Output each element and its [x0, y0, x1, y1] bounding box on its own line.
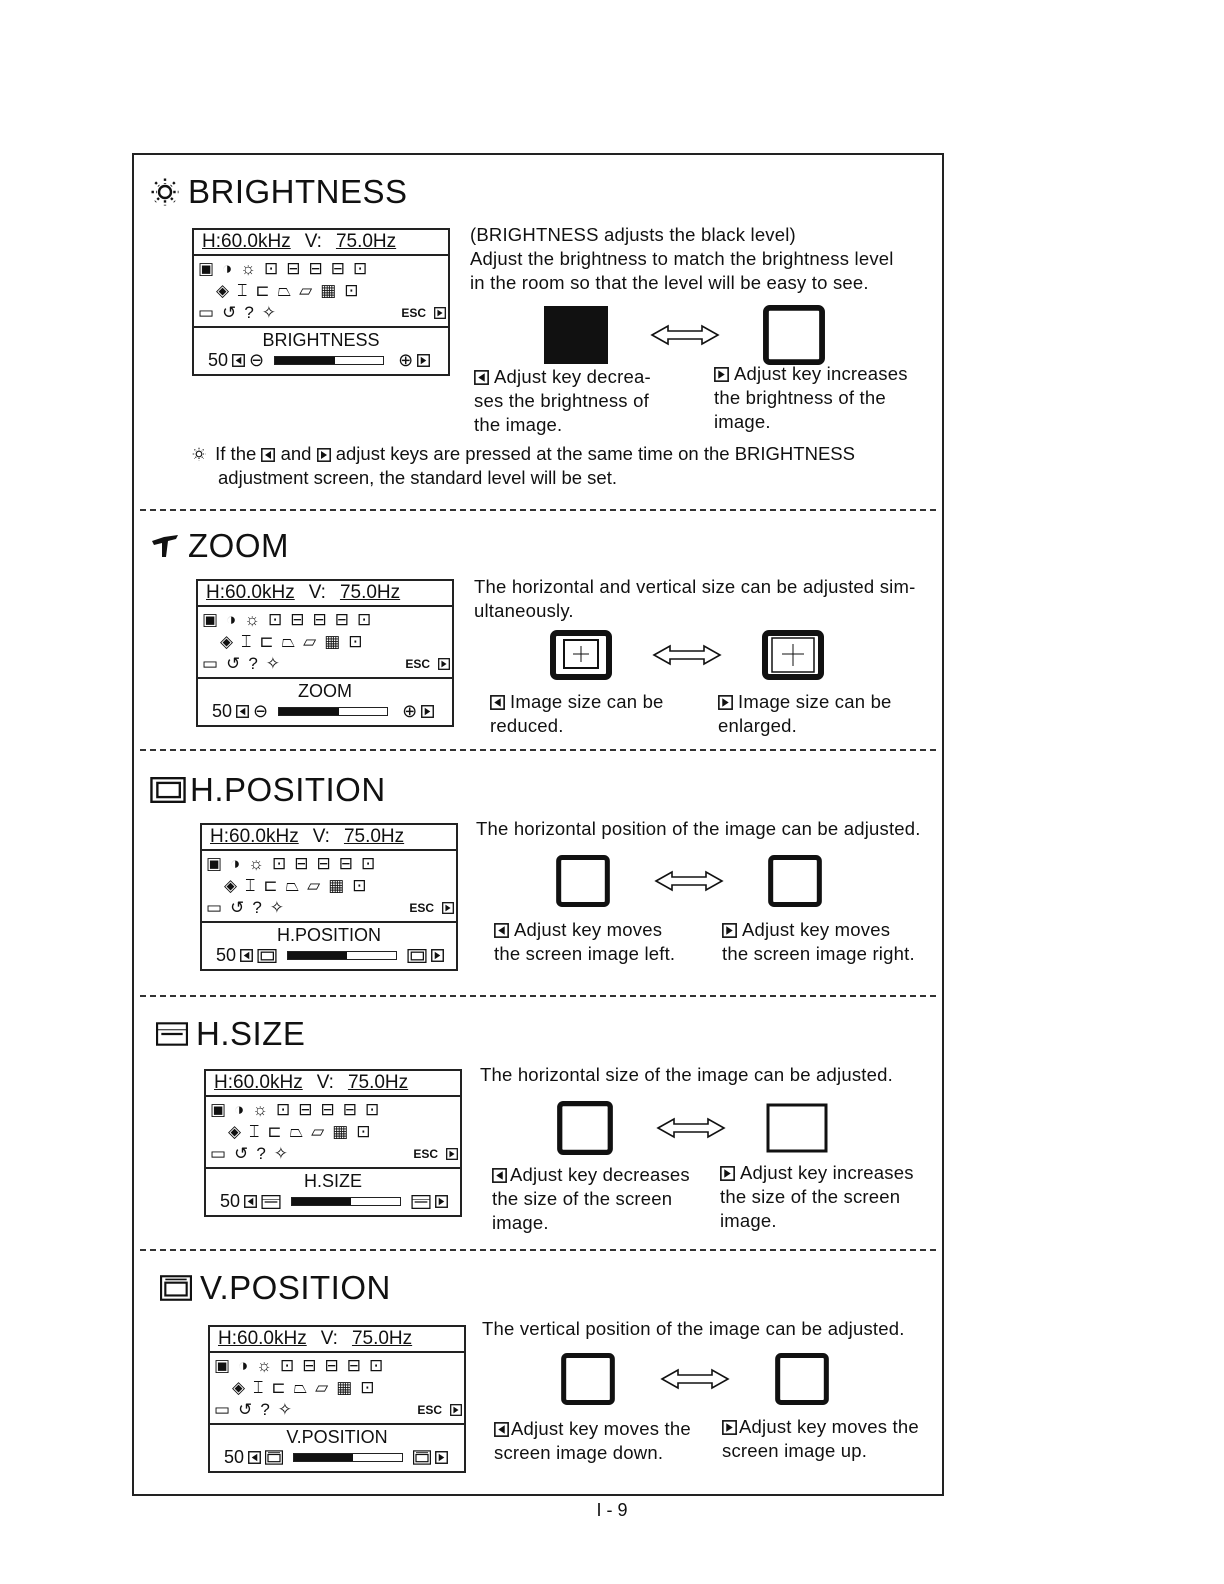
- zoom-icon: ⊡: [271, 854, 287, 873]
- screen-left-icon: [552, 855, 614, 907]
- contrast-icon: ◑: [238, 1356, 249, 1375]
- help-icon: ?: [252, 898, 262, 917]
- trapezoid-icon: ⊏: [263, 876, 278, 895]
- level-fill: [292, 1198, 351, 1205]
- section-description: [482, 1317, 942, 1341]
- two-way-arrow-icon: [660, 1367, 730, 1391]
- osd-panel: [192, 228, 450, 376]
- h-size-icon: ⊟: [316, 854, 331, 873]
- osd-item-label: ZOOM: [298, 681, 352, 701]
- size-reset-icon: ⊡: [348, 632, 363, 651]
- description-line: Adjust key moves the: [739, 1416, 919, 1437]
- exit-key-icon: [438, 658, 450, 670]
- recall-icon: ↺: [222, 303, 237, 322]
- osd-h-frequency: H:60.0kHz: [210, 826, 299, 847]
- contrast-icon: ◑: [230, 854, 241, 873]
- v-position-icon: [265, 1450, 283, 1465]
- contrast-icon: ◑: [222, 259, 233, 278]
- narrow-screen-icon: [554, 1101, 616, 1155]
- reduced-image-icon: [550, 630, 612, 680]
- plus-icon: ⊕: [398, 350, 414, 370]
- section-description: [476, 817, 946, 841]
- osd-icon-grid: [202, 609, 450, 679]
- exit-icon: ▣: [206, 854, 223, 873]
- section-title-zoom: [150, 527, 289, 565]
- h-position-icon: ⊟: [298, 1100, 313, 1119]
- section-title-v-position: [150, 1269, 391, 1307]
- increase-key-description: [714, 362, 944, 434]
- screen-up-icon: [770, 1353, 834, 1405]
- left-key-icon: [261, 448, 275, 462]
- degauss-icon: ▭: [210, 1144, 227, 1163]
- color-icon: ✧: [265, 654, 281, 673]
- parallelogram-icon: ⏢: [277, 281, 292, 300]
- exit-key-icon: [434, 307, 446, 319]
- level-fill: [279, 708, 338, 715]
- section-title-text: H.POSITION: [190, 771, 386, 808]
- recall-icon: ↺: [238, 1400, 253, 1419]
- rotation-icon: ◈: [224, 876, 238, 895]
- color-icon: ✧: [269, 898, 285, 917]
- size-reset-icon: ⊡: [360, 1378, 375, 1397]
- description-line: Adjust key increases: [740, 1162, 914, 1183]
- v-position-icon: ⊟: [342, 1100, 357, 1119]
- description-line: Adjust key increases: [734, 363, 908, 384]
- section-divider: [140, 509, 936, 511]
- osd-bar-row: [194, 350, 448, 371]
- section-title-text: H.SIZE: [196, 1015, 306, 1052]
- osd-h-frequency: H:60.0kHz: [206, 582, 295, 603]
- increase-key-description: [722, 918, 942, 966]
- left-key-icon: [494, 1422, 509, 1437]
- h-size-icon: [411, 1195, 431, 1209]
- section-description: [474, 575, 944, 623]
- v-position-icon: ⊟: [338, 854, 353, 873]
- color-icon: ✧: [273, 1144, 289, 1163]
- description-line: (BRIGHTNESS adjusts the black level): [470, 224, 796, 245]
- pincushion-icon: ⌶: [249, 1122, 260, 1141]
- screen-down-icon: [556, 1353, 620, 1405]
- page-number: I - 9: [596, 1500, 628, 1520]
- h-position-icon: ⊟: [302, 1356, 317, 1375]
- brightness-demo: [544, 305, 826, 365]
- description-line: image.: [720, 1210, 777, 1231]
- parallelogram-icon: ⏢: [285, 876, 300, 895]
- osd-value: 50: [220, 1191, 241, 1211]
- right-key-icon: [421, 705, 434, 718]
- right-key-icon: [435, 1451, 448, 1464]
- recall-icon: ↺: [226, 654, 241, 673]
- description-line: enlarged.: [718, 715, 797, 736]
- osd-value: 50: [216, 945, 237, 965]
- color-icon: ✧: [277, 1400, 293, 1419]
- description-line: The horizontal and vertical size can be adjusted sim-: [474, 576, 916, 597]
- note-text: and: [280, 443, 312, 464]
- exit-icon: ▣: [214, 1356, 231, 1375]
- brightness-icon: ☼: [248, 854, 264, 873]
- osd-adjust-panel: [198, 677, 452, 725]
- size-reset-icon: ⊡: [352, 876, 367, 895]
- tilt-icon: ▱: [299, 281, 313, 300]
- degauss-icon: ▭: [202, 654, 219, 673]
- two-way-arrow-icon: [654, 869, 724, 893]
- decrease-key-description: [474, 365, 694, 437]
- osd-value: 50: [224, 1447, 245, 1467]
- osd-frequency: [210, 1327, 464, 1353]
- zoom-icon: ⊡: [263, 259, 279, 278]
- description-line: the screen image left.: [494, 943, 676, 964]
- two-way-arrow-icon: [652, 643, 722, 667]
- osd-item-label: BRIGHTNESS: [262, 330, 380, 350]
- page-frame: [132, 153, 944, 1496]
- osd-v-frequency: 75.0Hz: [339, 582, 401, 603]
- h-position-icon: [257, 949, 277, 963]
- tilt-icon: ▱: [307, 876, 321, 895]
- left-key-icon: [474, 370, 489, 385]
- description-line: Adjust the brightness to match the brightness level: [470, 248, 894, 269]
- description-line: Adjust key moves: [742, 919, 891, 940]
- description-line: Image size can be: [510, 691, 664, 712]
- contrast-icon: ◑: [226, 610, 237, 629]
- left-key-icon: [240, 949, 253, 962]
- left-key-icon: [236, 705, 249, 718]
- esc-icon: ESC: [405, 657, 430, 671]
- osd-v-label: V:: [308, 582, 326, 603]
- section-divider: [140, 995, 936, 997]
- section-description: [480, 1063, 940, 1087]
- description-line: The vertical position of the image can be adjusted.: [482, 1318, 905, 1339]
- brightness-icon: ☼: [252, 1100, 268, 1119]
- note-text: If the: [215, 443, 257, 464]
- contrast-icon: ◑: [234, 1100, 245, 1119]
- osd-v-label: V:: [304, 231, 322, 252]
- exit-icon: ▣: [198, 259, 215, 278]
- moire-icon: ▦: [332, 1122, 349, 1141]
- level-fill: [288, 952, 347, 959]
- left-key-icon: [494, 923, 509, 938]
- pincushion-icon: ⌶: [253, 1378, 264, 1397]
- section-h-size: [134, 1001, 942, 1249]
- rotation-icon: ◈: [228, 1122, 242, 1141]
- osd-bar-row: [206, 1191, 460, 1212]
- color-icon: ✧: [261, 303, 277, 322]
- v-size-icon: ⊡: [364, 1100, 380, 1119]
- osd-frequency: [202, 825, 456, 851]
- zoom-demo: [550, 630, 824, 680]
- rotation-icon: ◈: [232, 1378, 246, 1397]
- exit-key-icon: [446, 1148, 458, 1160]
- osd-adjust-panel: [202, 921, 456, 969]
- osd-panel: [208, 1325, 466, 1473]
- osd-panel: [196, 579, 454, 727]
- level-bar: [293, 1453, 403, 1462]
- h-position-icon: ⊟: [294, 854, 309, 873]
- description-line: The horizontal size of the image can be adjusted.: [480, 1064, 893, 1085]
- v-position-icon: [413, 1450, 431, 1465]
- v-position-icon: ⊟: [346, 1356, 361, 1375]
- description-line: in the room so that the level will be easy to see.: [470, 272, 869, 293]
- right-key-icon: [720, 1166, 735, 1181]
- exit-icon: ▣: [202, 610, 219, 629]
- description-line: image.: [714, 411, 771, 432]
- dark-screen-icon: [544, 306, 608, 364]
- h-position-icon: ⊟: [286, 259, 301, 278]
- osd-h-frequency: H:60.0kHz: [218, 1328, 307, 1349]
- level-fill: [294, 1454, 353, 1461]
- osd-h-frequency: H:60.0kHz: [202, 231, 291, 252]
- trapezoid-icon: ⊏: [271, 1378, 286, 1397]
- description-line: the screen image right.: [722, 943, 915, 964]
- trapezoid-icon: ⊏: [267, 1122, 282, 1141]
- screen-right-icon: [764, 855, 826, 907]
- level-fill: [275, 357, 334, 364]
- exit-key-icon: [450, 1404, 462, 1416]
- two-way-arrow-icon: [656, 1116, 726, 1140]
- v-position-icon: [160, 1275, 192, 1301]
- right-key-icon: [417, 354, 430, 367]
- v-size-icon: ⊡: [352, 259, 368, 278]
- tilt-icon: ▱: [315, 1378, 329, 1397]
- section-description: [470, 223, 940, 295]
- zoom-icon: [150, 533, 180, 559]
- osd-value: 50: [208, 350, 229, 370]
- section-title-text: BRIGHTNESS: [188, 173, 408, 210]
- pincushion-icon: ⌶: [237, 281, 248, 300]
- tilt-icon: ▱: [303, 632, 317, 651]
- right-key-icon: [431, 949, 444, 962]
- section-h-position: [134, 755, 942, 995]
- h-position-icon: [407, 949, 427, 963]
- enlarged-image-icon: [762, 630, 824, 680]
- brightness-icon: ☼: [244, 610, 260, 629]
- exit-key-icon: [442, 902, 454, 914]
- exit-icon: ▣: [210, 1100, 227, 1119]
- recall-icon: ↺: [234, 1144, 249, 1163]
- pincushion-icon: ⌶: [245, 876, 256, 895]
- description-line: The horizontal position of the image can be adjusted.: [476, 818, 921, 839]
- description-line: the brightness of the: [714, 387, 886, 408]
- description-line: screen image down.: [494, 1442, 664, 1463]
- description-line: Image size can be: [738, 691, 892, 712]
- zoom-icon: ⊡: [279, 1356, 295, 1375]
- osd-icon-grid: [198, 258, 446, 328]
- decrease-key-description: [492, 1163, 712, 1235]
- v-position-icon: ⊟: [334, 610, 349, 629]
- esc-icon: ESC: [401, 306, 426, 320]
- osd-panel: [204, 1069, 462, 1217]
- brightness-icon: ☼: [240, 259, 256, 278]
- h-position-icon: ⊟: [290, 610, 305, 629]
- decrease-key-description: [490, 690, 710, 738]
- decrease-key-description: [494, 918, 714, 966]
- moire-icon: ▦: [328, 876, 345, 895]
- osd-v-frequency: 75.0Hz: [343, 826, 405, 847]
- osd-icon-grid: [214, 1355, 462, 1425]
- osd-h-frequency: H:60.0kHz: [214, 1072, 303, 1093]
- rotation-icon: ◈: [216, 281, 230, 300]
- degauss-icon: ▭: [214, 1400, 231, 1419]
- osd-item-label: H.POSITION: [276, 925, 381, 945]
- parallelogram-icon: ⏢: [289, 1122, 304, 1141]
- minus-icon: ⊖: [253, 701, 269, 721]
- description-line: Adjust key decrea-: [494, 366, 651, 387]
- tilt-icon: ▱: [311, 1122, 325, 1141]
- description-line: reduced.: [490, 715, 564, 736]
- left-key-icon: [490, 695, 505, 710]
- section-title-brightness: [150, 173, 408, 211]
- h-size-icon: ⊟: [320, 1100, 335, 1119]
- osd-adjust-panel: [210, 1423, 464, 1471]
- description-line: the image.: [474, 414, 563, 435]
- osd-value: 50: [212, 701, 233, 721]
- osd-v-frequency: 75.0Hz: [347, 1072, 409, 1093]
- esc-icon: ESC: [409, 901, 434, 915]
- right-key-icon: [714, 367, 729, 382]
- increase-key-description: [720, 1161, 940, 1233]
- osd-bar-row: [210, 1447, 464, 1468]
- description-line: Adjust key moves the: [511, 1418, 691, 1439]
- parallelogram-icon: ⏢: [281, 632, 296, 651]
- level-bar: [274, 356, 384, 365]
- trapezoid-icon: ⊏: [259, 632, 274, 651]
- h-size-icon: ⊟: [312, 610, 327, 629]
- moire-icon: ▦: [336, 1378, 353, 1397]
- right-key-icon: [718, 695, 733, 710]
- h-size-demo: [554, 1101, 828, 1155]
- rotation-icon: ◈: [220, 632, 234, 651]
- size-reset-icon: ⊡: [344, 281, 359, 300]
- plus-icon: ⊕: [402, 701, 418, 721]
- section-divider: [140, 1249, 936, 1251]
- h-position-demo: [552, 855, 826, 907]
- section-v-position: [134, 1255, 942, 1495]
- help-icon: ?: [248, 654, 258, 673]
- esc-icon: ESC: [413, 1147, 438, 1161]
- two-way-arrow-icon: [650, 323, 720, 347]
- osd-adjust-panel: [206, 1167, 460, 1215]
- section-zoom: [134, 515, 942, 755]
- esc-icon: ESC: [417, 1403, 442, 1417]
- description-line: the size of the screen: [720, 1186, 901, 1207]
- description-line: Adjust key decreases: [510, 1164, 690, 1185]
- zoom-icon: ⊡: [267, 610, 283, 629]
- level-bar: [278, 707, 388, 716]
- section-divider: [140, 749, 936, 751]
- trapezoid-icon: ⊏: [255, 281, 270, 300]
- osd-bar-row: [202, 945, 456, 966]
- section-title-text: ZOOM: [188, 527, 289, 564]
- section-title-h-size: [150, 1015, 305, 1053]
- v-position-icon: ⊟: [330, 259, 345, 278]
- moire-icon: ▦: [320, 281, 337, 300]
- section-title-h-position: [150, 771, 386, 809]
- brightness-reset-note: [192, 442, 942, 490]
- description-line: ultaneously.: [474, 600, 574, 621]
- help-icon: ?: [256, 1144, 266, 1163]
- left-key-icon: [248, 1451, 261, 1464]
- h-size-icon: ⊟: [324, 1356, 339, 1375]
- h-size-icon: [261, 1195, 281, 1209]
- osd-adjust-panel: [194, 326, 448, 374]
- h-size-icon: [156, 1022, 188, 1046]
- recall-icon: ↺: [230, 898, 245, 917]
- right-key-icon: [435, 1195, 448, 1208]
- right-key-icon: [722, 923, 737, 938]
- zoom-icon: ⊡: [275, 1100, 291, 1119]
- description-line: screen image up.: [722, 1440, 868, 1461]
- parallelogram-icon: ⏢: [293, 1378, 308, 1397]
- minus-icon: ⊖: [249, 350, 265, 370]
- description-line: Adjust key moves: [514, 919, 663, 940]
- v-size-icon: ⊡: [368, 1356, 384, 1375]
- h-size-icon: ⊟: [308, 259, 323, 278]
- osd-v-label: V:: [316, 1072, 334, 1093]
- degauss-icon: ▭: [198, 303, 215, 322]
- increase-key-description: [722, 1415, 942, 1463]
- level-bar: [287, 951, 397, 960]
- osd-frequency: [198, 581, 452, 607]
- sun-icon: [150, 177, 180, 207]
- help-icon: ?: [260, 1400, 270, 1419]
- brightness-icon: ☼: [256, 1356, 272, 1375]
- description-line: image.: [492, 1212, 549, 1233]
- osd-v-label: V:: [320, 1328, 338, 1349]
- osd-icon-grid: [210, 1099, 458, 1169]
- degauss-icon: ▭: [206, 898, 223, 917]
- section-title-text: V.POSITION: [200, 1269, 391, 1306]
- level-bar: [291, 1197, 401, 1206]
- osd-bar-row: [198, 701, 452, 722]
- description-line: the size of the screen: [492, 1188, 673, 1209]
- section-brightness: [134, 155, 942, 515]
- osd-icon-grid: [206, 853, 454, 923]
- osd-item-label: V.POSITION: [286, 1427, 388, 1447]
- osd-item-label: H.SIZE: [303, 1171, 362, 1191]
- note-text: adjustment screen, the standard level will be set.: [218, 467, 617, 488]
- decrease-key-description: [494, 1417, 714, 1465]
- right-key-icon: [722, 1420, 737, 1435]
- pincushion-icon: ⌶: [241, 632, 252, 651]
- osd-panel: [200, 823, 458, 971]
- right-key-icon: [317, 448, 331, 462]
- description-line: ses the brightness of: [474, 390, 649, 411]
- v-size-icon: ⊡: [360, 854, 376, 873]
- moire-icon: ▦: [324, 632, 341, 651]
- note-text: adjust keys are pressed at the same time on the BRIGHTNESS: [335, 443, 855, 464]
- left-key-icon: [244, 1195, 257, 1208]
- osd-v-frequency: 75.0Hz: [335, 231, 397, 252]
- note-icon: [192, 447, 206, 461]
- osd-frequency: [194, 230, 448, 256]
- wide-screen-icon: [766, 1103, 828, 1153]
- osd-frequency: [206, 1071, 460, 1097]
- v-size-icon: ⊡: [356, 610, 372, 629]
- left-key-icon: [492, 1168, 507, 1183]
- size-reset-icon: ⊡: [356, 1122, 371, 1141]
- increase-key-description: [718, 690, 938, 738]
- osd-v-frequency: 75.0Hz: [351, 1328, 413, 1349]
- osd-v-label: V:: [312, 826, 330, 847]
- left-key-icon: [232, 354, 245, 367]
- v-position-demo: [556, 1353, 834, 1405]
- bright-screen-icon: [762, 305, 826, 365]
- h-position-icon: [150, 777, 186, 803]
- help-icon: ?: [244, 303, 254, 322]
